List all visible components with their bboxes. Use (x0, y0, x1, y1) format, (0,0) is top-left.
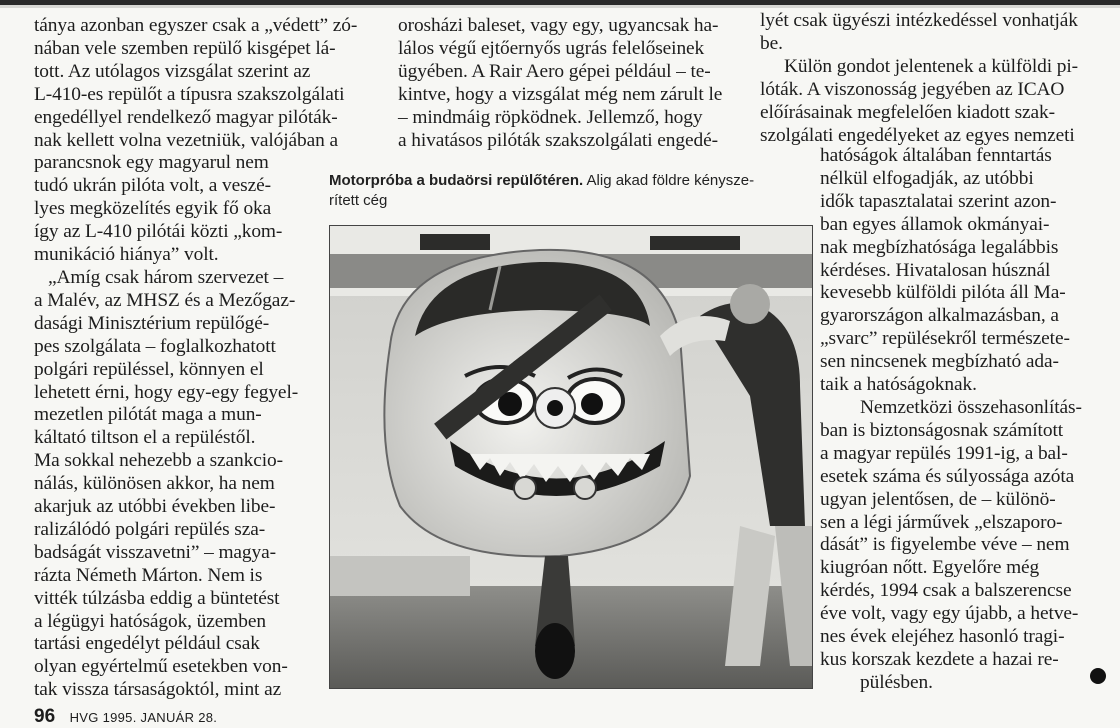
text-line: lóták. A viszonosság jegyében az ICAO (760, 78, 1065, 100)
text-line: szolgálati engedélyeket az egyes nemzeti (760, 124, 1075, 146)
text-line: kérdéses. Hivatalosan húsznál (820, 259, 1051, 281)
text-line: nélkül elfogadják, az utóbbi (820, 167, 1034, 189)
page-footer (34, 706, 217, 726)
text-line: lálos végű ejtőernyős ugrás felelőseinek (398, 37, 705, 59)
text-line: dasági Minisztérium repülőgé- (34, 312, 270, 334)
text-line: gyarországon alkalmazásban, a (820, 305, 1059, 327)
text-line: tartási engedélyt például csak (34, 633, 260, 655)
text-line: kus korszak kezdete a hazai re- (820, 648, 1059, 670)
article-column-3-top (760, 10, 1100, 147)
news-photo (329, 225, 813, 689)
text-line: akarjuk az utóbbi években libe- (34, 496, 276, 518)
text-line: dását” is figyelembe véve – nem (820, 534, 1070, 556)
text-line: L-410-es repülőt a típusra szakszolgálati (34, 83, 345, 105)
text-line: ügyében. A Rair Aero gépei például – te- (398, 60, 711, 82)
text-line: polgári repüléssel, könnyen el (34, 358, 264, 380)
text-line: ugyan jelentősen, de – különö- (820, 488, 1056, 510)
article-column-1 (34, 15, 372, 702)
text-line: idők tapasztalatai szerint azon- (820, 190, 1057, 212)
text-line: sen nincsenek megbízható ada- (820, 351, 1059, 373)
text-line: „svarc” repülésekről természete- (820, 328, 1070, 350)
photo-caption (329, 171, 809, 211)
text-line: lehetett érni, hogy egy-egy fegyel- (34, 381, 299, 403)
text-line: lyes megközelítés egyik fő oka (34, 198, 272, 220)
text-line: Nemzetközi összehasonlítás- (860, 396, 1082, 418)
text-line: – mindmáig röpködnek. Jellemző, hogy (398, 106, 703, 128)
text-line: így az L-410 pilótái közti „kom- (34, 221, 283, 243)
text-line: hatóságok általában fenntartás (820, 145, 1052, 166)
text-line: kérdés, 1994 csak a balszerencse (820, 580, 1072, 602)
text-line: mezetlen pilótát maga a mun- (34, 404, 262, 426)
text-line: Külön gondot jelentenek a külföldi pi- (784, 55, 1078, 77)
article-column-3-bottom (820, 145, 1102, 695)
text-line: a légügyi hatóságok, üzemben (34, 610, 266, 632)
text-line: nában vele szemben repülő kisgépet lá- (34, 37, 336, 59)
text-line: olyan egyértelmű esetekben von- (34, 656, 288, 678)
text-line: badságát visszavetni” – magya- (34, 541, 276, 563)
text-line: be. (760, 32, 783, 54)
text-line: tánya azonban egyszer csak a „védett” zó- (34, 15, 358, 36)
text-line: lyét csak ügyészi intézkedéssel vonhatják (760, 10, 1078, 31)
text-line: sen a légi járművek „elszaporo- (820, 511, 1063, 533)
text-line: munikáció hiánya” volt. (34, 244, 219, 266)
top-rule-shadow (0, 5, 1120, 8)
text-line: taik a hatóságoknak. (820, 374, 977, 396)
text-line: Ma sokkal nehezebb a szankcio- (34, 450, 283, 472)
text-line: esetek száma és súlyossága azóta (820, 465, 1075, 487)
text-line: nes évek elejéhez hasonló tragi- (820, 626, 1065, 648)
text-line: a hivatásos pilóták szakszolgálati engedé- (398, 129, 718, 151)
text-line: nak kellett volna vezetniük, valójában a (34, 129, 338, 151)
text-line: pes szolgálata – foglalkozhatott (34, 335, 276, 357)
text-line: ban is biztonságosnak számított (820, 419, 1064, 441)
text-line: a magyar repülés 1991-ig, a bal- (820, 442, 1068, 464)
text-line: nálás, különösen akkor, ha nem (34, 473, 275, 495)
text-line: tott. Az utólagos vizsgálat szerint az (34, 60, 311, 82)
text-line: „Amíg csak három szervezet – (48, 266, 284, 288)
text-line: vitték túlzásba eddig a büntetést (34, 587, 280, 609)
text-line: ban egyes államok okmányai- (820, 213, 1050, 235)
article-column-2 (398, 15, 740, 152)
caption-text-line2: rített cég (329, 192, 388, 209)
caption-text: Alig akad földre kénysze- (583, 172, 755, 189)
text-line: kiugróan nőtt. Egyelőre még (820, 557, 1040, 579)
text-line: parancsnok egy magyarul nem (34, 152, 269, 174)
text-line: rázta Németh Márton. Nem is (34, 564, 263, 586)
text-line: kintve, hogy a vizsgálat még nem zárult le (398, 83, 723, 105)
article-end-mark (1090, 668, 1106, 684)
caption-lead: Motorpróba a budaörsi repülőtéren. (329, 172, 584, 189)
text-line: kevesebb külföldi pilóta áll Ma- (820, 282, 1066, 304)
text-line: a Malév, az MHSZ és a Mezőgaz- (34, 289, 296, 311)
text-line: ralizálódó polgári repülés sza- (34, 518, 266, 540)
airplane-photo-illustration (330, 226, 812, 688)
text-line: tudó ukrán pilóta volt, a veszé- (34, 175, 271, 197)
text-line: pülésben. (860, 671, 933, 693)
text-line: nak megbízhatósága legalábbis (820, 236, 1059, 258)
issue-info: HVG 1995. JANUÁR 28. (69, 710, 218, 725)
text-line: éve volt, vagy egy újabb, a hetve- (820, 603, 1079, 625)
text-line: előírásainak megfelelően kiadott szak- (760, 101, 1056, 123)
page-number: 96 (34, 706, 56, 727)
text-line: engedéllyel rendelkező magyar pilóták- (34, 106, 338, 128)
text-line: orosházi baleset, vagy egy, ugyancsak ha- (398, 15, 719, 36)
text-line: tak vissza társaságoktól, mint az (34, 679, 282, 701)
text-line: káltató tiltson el a repüléstől. (34, 427, 256, 449)
